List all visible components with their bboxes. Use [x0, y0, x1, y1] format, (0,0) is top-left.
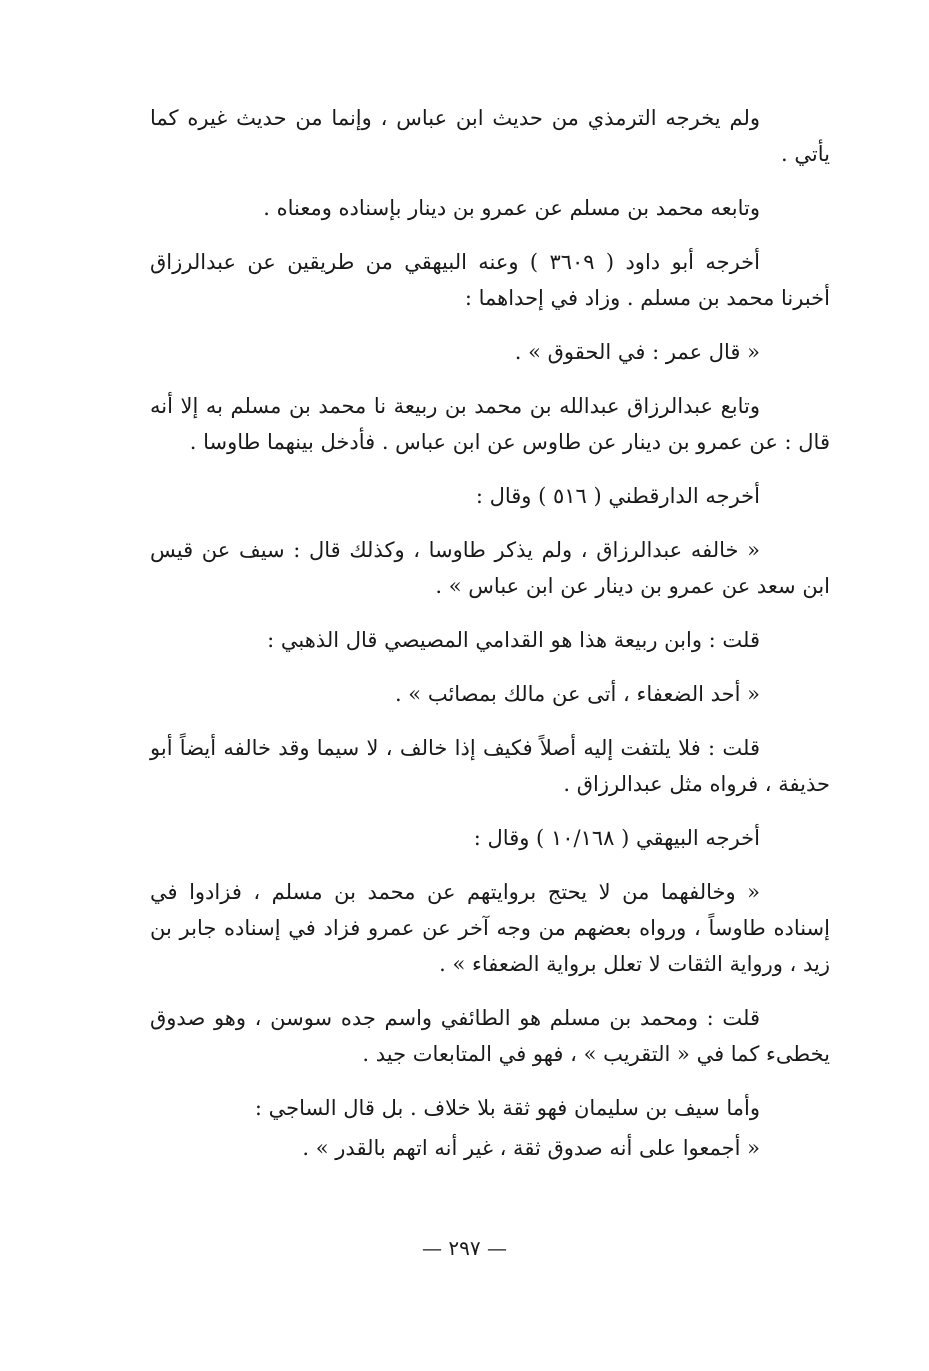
page-number: — ٢٩٧ — [422, 1236, 507, 1260]
quotation: « خالفه عبدالرزاق ، ولم يذكر طاوسا ، وكذلك قال : سيف عن قيس ابن سعد عن عمرو بن دينار عن ابن عباس » . [150, 538, 830, 598]
quotation: « أحد الضعفاء ، أتى عن مالك بمصائب » . [394, 682, 760, 706]
body-text [150, 100, 830, 1184]
paragraph: قلت : ومحمد بن مسلم هو الطائفي واسم جده سوسن ، وهو صدوق يخطىء كما في « التقريب » ، فهو في المتابعات جيد . [150, 1006, 830, 1066]
paragraph: أخرجه البيهقي ( ١٠/١٦٨ ) وقال : [473, 826, 760, 850]
paragraph: وأما سيف بن سليمان فهو ثقة بلا خلاف . بل قال الساجي : [254, 1096, 760, 1120]
paragraph: قلت : وابن ربيعة هذا هو القدامي المصيصي قال الذهبي : [267, 628, 760, 652]
paragraph: ولم يخرجه الترمذي من حديث ابن عباس ، وإنما من حديث غيره كما يأتي . [150, 106, 830, 166]
quotation: « أجمعوا على أنه صدوق ثقة ، غير أنه اتهم بالقدر » . [302, 1136, 760, 1160]
paragraph: قلت : فلا يلتفت إليه أصلاً فكيف إذا خالف ، لا سيما وقد خالفه أيضاً أبو حذيفة ، فرواه مثل عبدالرزاق . [150, 736, 830, 796]
paragraph: وتابعه محمد بن مسلم عن عمرو بن دينار بإسناده ومعناه . [263, 196, 760, 220]
paragraph: أخرجه الدارقطني ( ٥١٦ ) وقال : [475, 484, 760, 508]
quotation: « وخالفهما من لا يحتج بروايتهم عن محمد بن مسلم ، فزادوا في إسناده طاوساً ، ورواه بعضهم من وجه آخر عن عمرو فزاد في إسناده جابر بن زيد ، ورواية الثقات لا تعلل برواية الضعفاء » . [150, 880, 830, 976]
paragraph: وتابع عبدالرزاق عبدالله بن محمد بن ربيعة نا محمد بن مسلم به إلا أنه قال : عن عمرو بن دينار عن طاوس عن ابن عباس . فأدخل بينهما طاوسا . [150, 394, 830, 454]
paragraph: أخرجه أبو داود ( ٣٦٠٩ ) وعنه البيهقي من طريقين عن عبدالرزاق أخبرنا محمد بن مسلم . وزاد في إحداهما : [150, 250, 830, 310]
quotation: « قال عمر : في الحقوق » . [514, 340, 760, 364]
